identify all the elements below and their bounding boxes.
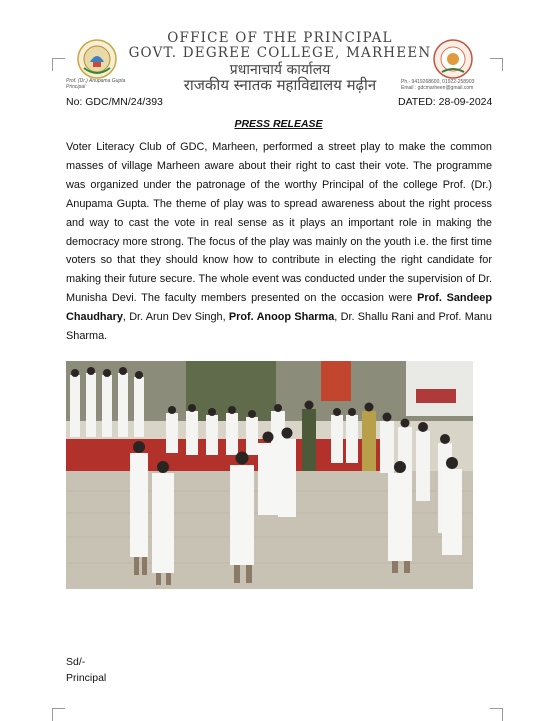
header-office-title: OFFICE OF THE PRINCIPAL	[167, 30, 393, 46]
header-office-title-hindi: प्रधानाचार्य कार्यालय	[229, 62, 331, 78]
reference-number: No: GDC/MN/24/393	[66, 96, 163, 108]
signatory-designation: Principal	[66, 672, 107, 684]
faculty-name: Prof. Anoop Sharma	[228, 311, 335, 324]
letterhead	[62, 28, 498, 94]
corner-mark-bottom-right	[490, 708, 503, 721]
document-title: PRESS RELEASE	[234, 118, 323, 130]
principal-caption: Prof. (Dr.) Anupama Gupta Principal	[66, 78, 126, 90]
document-date: DATED: 28-09-2024	[398, 96, 493, 108]
faculty-name: Prof. Sandeep Chaudhary	[66, 292, 492, 324]
header-college-name: GOVT. DEGREE COLLEGE, MARHEEN	[128, 45, 432, 61]
contact-info	[401, 79, 474, 91]
phone-number: Ph.- 9419268600, 01922-258903	[401, 79, 475, 85]
corner-mark-bottom-left	[52, 708, 65, 721]
principal-name: Prof. (Dr.) Anupama Gupta	[66, 178, 492, 210]
email-address: Email : gdcmarheen@gmail.com	[401, 85, 474, 91]
press-release-body: Voter Literacy Club of GDC, Marheen, performed a street play to make the common masses of village Marheen aware about their right to cast their vote. The programme was organized under the patronage of the worthy Principal of the college Prof. (Dr.) Anupama Gupta. The theme of play was to spread awareness about the right process and way to cast the vote in real sense as it plays an important role in making the democracy more strong. The focus of the play was mainly on the youth i.e. the first time voters so that they should know how to contribute in electing the right candidate for making their future secure. The whole event was conducted under the supervision of Dr. Munisha Devi. The faculty members presented on the occasion were Prof. Sandeep Chaudhary, Dr. Arun Dev Singh, Prof. Anoop Sharma, Dr. Shallu Rani and Prof. Manu Sharma.	[66, 141, 492, 343]
signature-mark: Sd/-	[66, 656, 86, 668]
header-college-name-hindi: राजकीय स्नातक महाविद्यालय मढ़ीन	[183, 76, 377, 94]
event-photo	[66, 361, 473, 589]
